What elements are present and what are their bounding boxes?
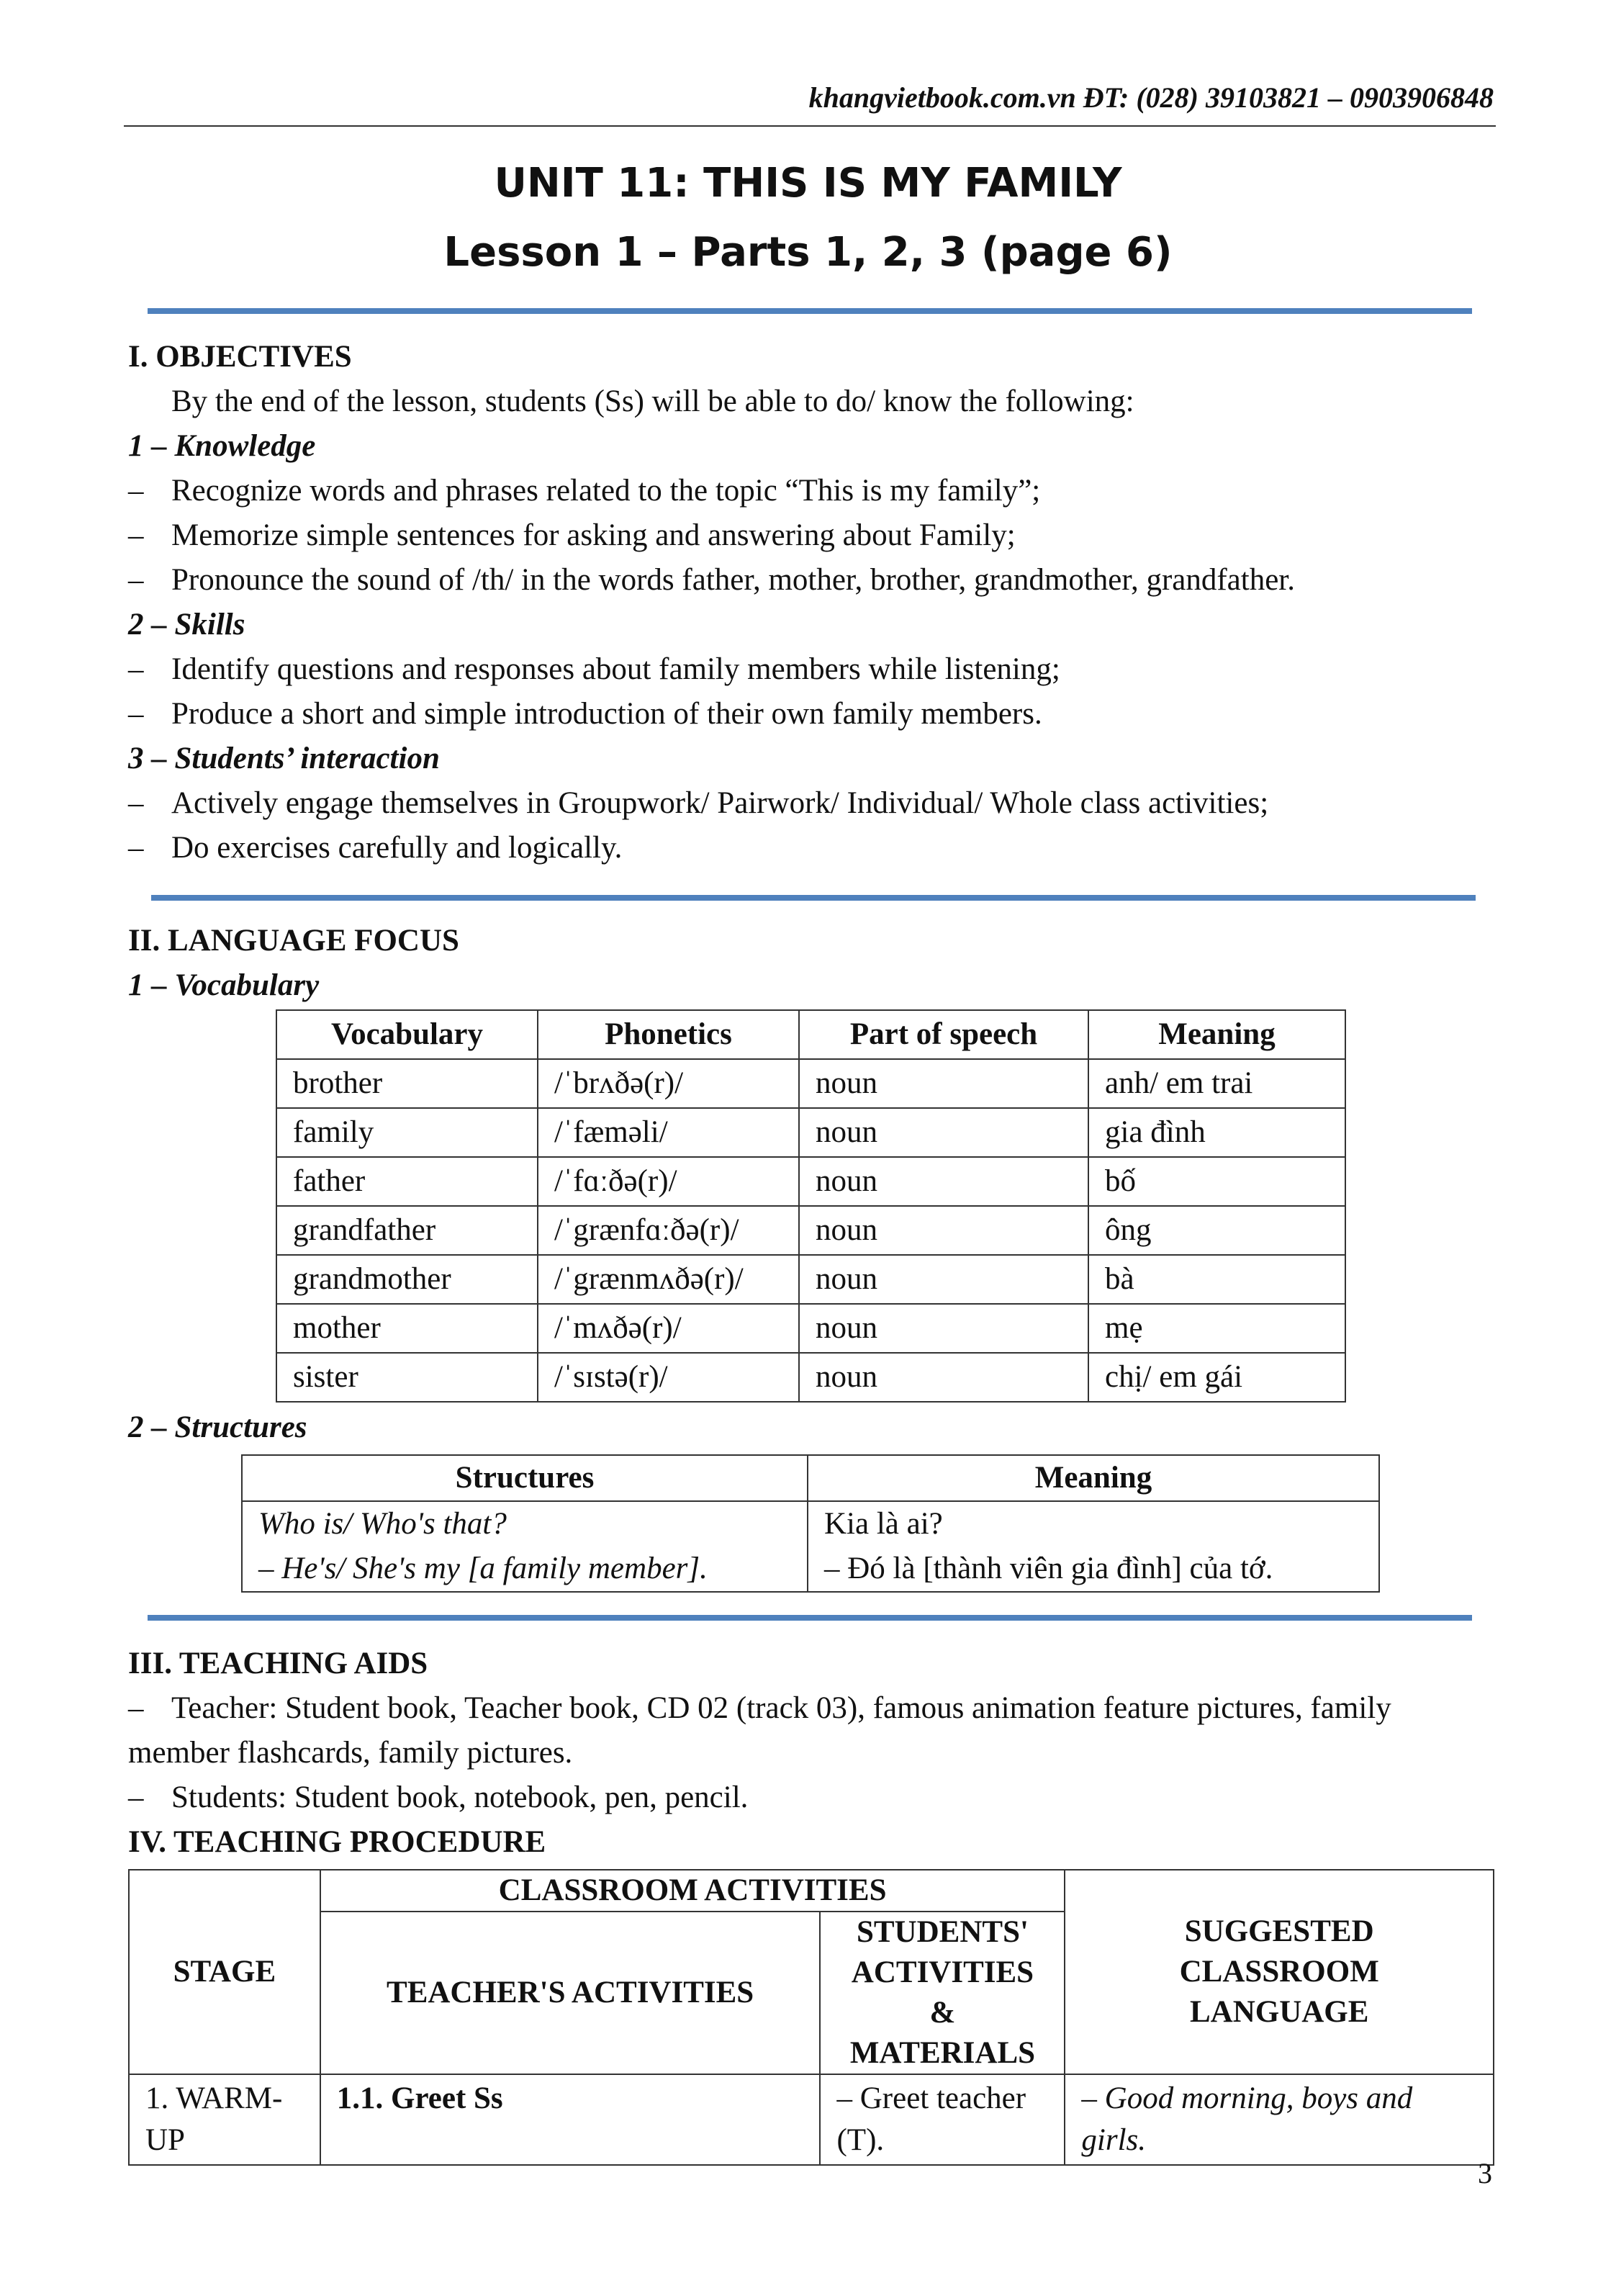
vocabulary-cell: father bbox=[276, 1157, 538, 1206]
objectives-heading: I. OBJECTIVES bbox=[128, 340, 352, 374]
phonetics-cell: /ˈgrænfɑːðə(r)/ bbox=[538, 1206, 799, 1255]
meaning-cell: gia đình bbox=[1088, 1108, 1345, 1157]
table-row bbox=[276, 1108, 1345, 1157]
meaning-cell: bố bbox=[1088, 1157, 1345, 1206]
teacher-cell: 1.1. Greet Ss bbox=[320, 2074, 821, 2165]
objectives-section bbox=[128, 335, 1489, 870]
table-row bbox=[276, 1206, 1345, 1255]
meaning-cell: anh/ em trai bbox=[1088, 1059, 1345, 1108]
structure-question: Who is/ Who's that? bbox=[258, 1507, 507, 1541]
column-header: Phonetics bbox=[538, 1010, 799, 1059]
structure-cell bbox=[242, 1501, 808, 1592]
interaction-heading: 3 – Students’ interaction bbox=[128, 742, 440, 775]
table-header-row bbox=[242, 1455, 1379, 1501]
section-divider bbox=[151, 895, 1476, 901]
list-item: – Do exercises carefully and logically. bbox=[128, 826, 1489, 870]
vocabulary-cell: grandfather bbox=[276, 1206, 538, 1255]
part-of-speech-cell: noun bbox=[799, 1108, 1088, 1157]
table-row bbox=[276, 1353, 1345, 1402]
meaning-cell: mẹ bbox=[1088, 1304, 1345, 1353]
column-header-teacher: TEACHER'S ACTIVITIES bbox=[320, 1912, 821, 2074]
structures-heading: 2 – Structures bbox=[128, 1410, 307, 1444]
column-header: Meaning bbox=[808, 1455, 1379, 1501]
teaching-aids-heading: III. TEACHING AIDS bbox=[128, 1647, 428, 1680]
column-header: Vocabulary bbox=[276, 1010, 538, 1059]
procedure-table bbox=[128, 1869, 1494, 2166]
section-divider bbox=[148, 308, 1472, 314]
part-of-speech-cell: noun bbox=[799, 1059, 1088, 1108]
vocabulary-cell: family bbox=[276, 1108, 538, 1157]
table-header-row bbox=[276, 1010, 1345, 1059]
structures-heading-wrap bbox=[128, 1405, 1489, 1450]
vocabulary-cell: sister bbox=[276, 1353, 538, 1402]
table-row bbox=[129, 2074, 1494, 2165]
phonetics-cell: /ˈmʌðə(r)/ bbox=[538, 1304, 799, 1353]
column-header-stage: STAGE bbox=[129, 1870, 320, 2074]
header-divider bbox=[124, 125, 1496, 127]
phonetics-cell: /ˈfɑːðə(r)/ bbox=[538, 1157, 799, 1206]
phonetics-cell: /ˈsɪstə(r)/ bbox=[538, 1353, 799, 1402]
table-row bbox=[276, 1304, 1345, 1353]
structures-table bbox=[241, 1454, 1380, 1593]
vocabulary-cell: brother bbox=[276, 1059, 538, 1108]
part-of-speech-cell: noun bbox=[799, 1353, 1088, 1402]
procedure-heading: IV. TEACHING PROCEDURE bbox=[128, 1825, 546, 1859]
header-contact: khangvietbook.com.vn ĐT: (028) 39103821 – 0903906848 bbox=[808, 81, 1494, 114]
list-item: – Memorize simple sentences for asking and answering about Family; bbox=[128, 513, 1489, 558]
list-item: – Identify questions and responses about family members while listening; bbox=[128, 647, 1489, 692]
vocabulary-heading: 1 – Vocabulary bbox=[128, 968, 320, 1002]
list-item: – Actively engage themselves in Groupwork/ Pairwork/ Individual/ Whole class activities; bbox=[128, 781, 1489, 826]
table-row bbox=[276, 1059, 1345, 1108]
meaning-cell: bà bbox=[1088, 1255, 1345, 1304]
phonetics-cell: /ˈfæməli/ bbox=[538, 1108, 799, 1157]
part-of-speech-cell: noun bbox=[799, 1304, 1088, 1353]
objectives-intro: By the end of the lesson, students (Ss) will be able to do/ know the following: bbox=[171, 384, 1134, 418]
table-row bbox=[242, 1501, 1379, 1592]
list-item: – Produce a short and simple introduction of their own family members. bbox=[128, 692, 1489, 737]
list-item-continuation: member flashcards, family pictures. bbox=[128, 1736, 573, 1770]
table-row bbox=[276, 1157, 1345, 1206]
knowledge-heading: 1 – Knowledge bbox=[128, 429, 316, 463]
meaning-cell bbox=[808, 1501, 1379, 1592]
table-header-row bbox=[129, 1870, 1494, 1912]
skills-heading: 2 – Skills bbox=[128, 608, 245, 641]
language-cell: – Good morning, boys and girls. bbox=[1065, 2074, 1494, 2165]
column-header: Meaning bbox=[1088, 1010, 1345, 1059]
language-focus-section bbox=[128, 919, 1489, 1008]
lesson-subtitle: Lesson 1 – Parts 1, 2, 3 (page 6) bbox=[443, 229, 1173, 276]
meaning-answer: – Đó là [thành viên gia đình] của tớ. bbox=[824, 1552, 1273, 1585]
meaning-cell: chị/ em gái bbox=[1088, 1353, 1345, 1402]
column-header-students: STUDENTS' ACTIVITIES & MATERIALS bbox=[820, 1912, 1065, 2074]
language-focus-heading: II. LANGUAGE FOCUS bbox=[128, 924, 459, 958]
column-header: Part of speech bbox=[799, 1010, 1088, 1059]
table-row bbox=[276, 1255, 1345, 1304]
part-of-speech-cell: noun bbox=[799, 1255, 1088, 1304]
column-header-language: SUGGESTED CLASSROOM LANGUAGE bbox=[1065, 1870, 1494, 2074]
list-item: – Students: Student book, notebook, pen, pencil. bbox=[128, 1775, 1489, 1820]
teaching-aids-section bbox=[128, 1642, 1489, 1865]
vocabulary-cell: mother bbox=[276, 1304, 538, 1353]
structure-answer: – He's/ She's my [a family member]. bbox=[258, 1552, 708, 1585]
students-cell: – Greet teacher (T). bbox=[820, 2074, 1065, 2165]
part-of-speech-cell: noun bbox=[799, 1206, 1088, 1255]
vocabulary-table bbox=[276, 1009, 1346, 1403]
section-divider bbox=[148, 1615, 1472, 1621]
list-item: – Teacher: Student book, Teacher book, CD 02 (track 03), famous animation feature pictures, family bbox=[128, 1686, 1489, 1731]
list-item: – Pronounce the sound of /th/ in the words father, mother, brother, grandmother, grandfather. bbox=[128, 558, 1489, 603]
stage-cell: 1. WARM-UP bbox=[129, 2074, 320, 2165]
page-title: UNIT 11: THIS IS MY FAMILY bbox=[494, 160, 1122, 207]
part-of-speech-cell: noun bbox=[799, 1157, 1088, 1206]
meaning-cell: ông bbox=[1088, 1206, 1345, 1255]
page-number: 3 bbox=[1478, 2157, 1492, 2189]
column-header-classroom: CLASSROOM ACTIVITIES bbox=[320, 1870, 1065, 1912]
meaning-question: Kia là ai? bbox=[824, 1507, 943, 1541]
phonetics-cell: /ˈgrænmʌðə(r)/ bbox=[538, 1255, 799, 1304]
phonetics-cell: /ˈbrʌðə(r)/ bbox=[538, 1059, 799, 1108]
column-header: Structures bbox=[242, 1455, 808, 1501]
vocabulary-cell: grandmother bbox=[276, 1255, 538, 1304]
list-item: – Recognize words and phrases related to the topic “This is my family”; bbox=[128, 469, 1489, 513]
